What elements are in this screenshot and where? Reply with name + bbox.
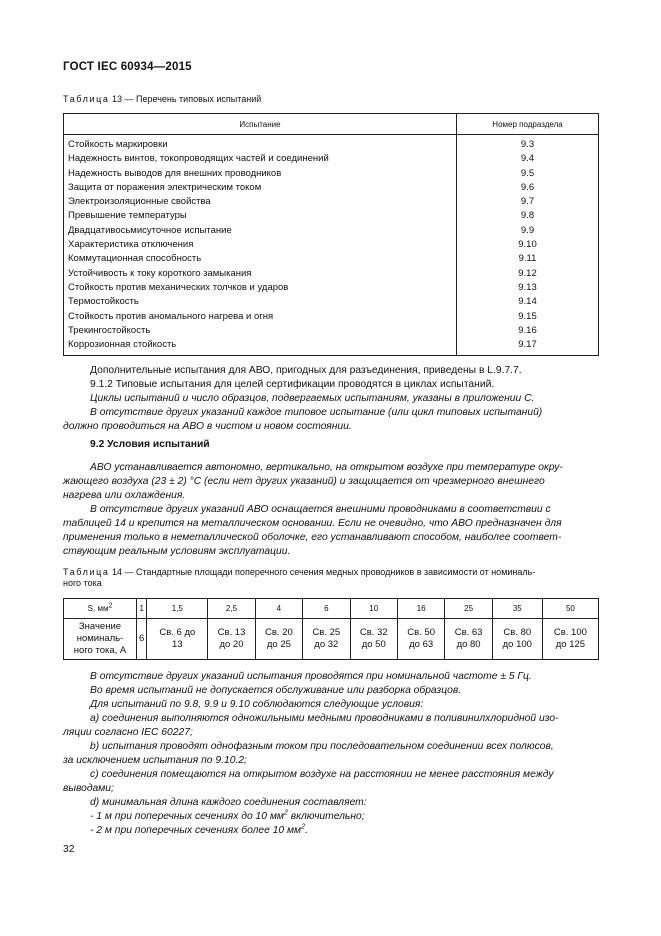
current-cell (208, 619, 255, 660)
current-cell-line1: Св. 50 (407, 627, 436, 638)
section92-p1-line3: нагрева или охлаждения. (63, 490, 186, 501)
table13 (63, 113, 599, 356)
table13-col-test: Испытание (64, 114, 457, 135)
current-cell-line1: Св. 80 (503, 627, 532, 638)
table13-test-name: Стойкость маркировки (68, 139, 168, 150)
current-cell (137, 619, 147, 660)
current-cell (397, 619, 444, 660)
additional-tests-text: Дополнительные испытания для АВО, пригодных для разъединения, приведены в L.9.7.7. (90, 365, 522, 376)
document-header: ГОСТ IEC 60934—2015 (63, 61, 192, 73)
current-label-line3: ного тока, А (73, 645, 127, 656)
current-cell-line1: Св. 32 (359, 627, 388, 638)
cycles-note: Циклы испытаний и число образцов, подвергаемых испытаниям, указаны в приложении С. (90, 393, 535, 404)
section-cell: 1,5 (147, 599, 208, 619)
table14-caption-line2: ного тока (63, 578, 102, 588)
table13-header-row (64, 114, 599, 135)
current-cell-line2: до 100 (502, 639, 532, 650)
table13-subsection-number: 9.16 (518, 324, 537, 336)
section92-p1-line2: жающего воздуха (23 ± 2) °С (если нет других указаний) и защищается от чрезмерного внешнего (63, 476, 545, 487)
table13-subsection-number: 9.10 (518, 239, 537, 251)
current-cell (542, 619, 598, 660)
table13-numbers-cell (457, 135, 599, 356)
default-condition-line2: должно проводиться на АВО в чистом и новом состоянии. (63, 421, 352, 432)
table13-test-name: Коррозионная стойкость (68, 339, 177, 351)
length-rule-1-end: включительно; (287, 811, 365, 822)
table13-caption (63, 94, 603, 105)
section92-p1-line1: АВО устанавливается автономно, вертикально, на открытом воздухе при температуре окру- (90, 462, 563, 473)
table13-subsection-number: 9.3 (520, 139, 535, 150)
table13-subsection-number: 9.11 (518, 253, 537, 265)
frequency-note: В отсутствие других указаний испытания проводятся при номинальной частоте ± 5 Гц. (90, 671, 532, 682)
length-rule-1-sup: 2 (284, 809, 288, 817)
current-label-line1: Значение (78, 621, 122, 632)
table13-test-name: Устойчивость к току короткого замыкания (68, 267, 252, 279)
length-rule-1-text: - 1 м при поперечных сечениях до 10 мм (90, 811, 284, 822)
table13-test-name: Надежность винтов, токопроводящих частей и соединений (68, 153, 329, 165)
table13-test-name: Стойкость против механических толчков и ударов (68, 281, 289, 293)
table14-sections-row (64, 599, 599, 619)
table13-test-name: Характеристика отключения (68, 239, 194, 251)
table13-tests-cell (64, 135, 457, 356)
current-cell-line1: 6 (139, 633, 145, 644)
current-cell-line2: до 50 (361, 639, 386, 650)
current-label-line2: номиналь- (76, 633, 124, 644)
table13-subsection-number: 9.15 (518, 310, 537, 322)
table13-test-name: Двадцативосьмисуточное испытание (68, 224, 232, 236)
conditions-intro: Для испытаний по 9.8, 9.9 и 9.10 соблюдаются следующие условия: (90, 699, 424, 710)
condition-d: d) минимальная длина каждого соединения составляет: (90, 797, 367, 808)
section92-p2-line3: применения только в неметаллической оболочке, его устанавливают способом, наиболее соответ- (63, 532, 562, 543)
table13-test-name: Электроизоляционные свойства (68, 196, 211, 208)
table13-test-name: Стойкость против аномального нагрева и огня (68, 310, 274, 322)
table13-subsection-number: 9.5 (520, 167, 535, 179)
table13-caption-text: 13 — Перечень типовых испытаний (109, 94, 262, 104)
section92-p2-line4: ствующим реальным условиям эксплуатации. (63, 546, 291, 557)
length-rule-2-text: - 2 м при поперечных сечениях более 10 мм (90, 825, 302, 836)
section-cell: 25 (445, 599, 492, 619)
current-cell (350, 619, 397, 660)
table13-test-name: Защита от поражения электрическим током (68, 181, 262, 193)
table14-caption-prefix: Таблица (63, 567, 110, 577)
table13-subsection-number: 9.8 (520, 210, 535, 222)
section-cell: 50 (542, 599, 598, 619)
current-cell-line1: Св. 6 до (159, 627, 196, 638)
table13-body (64, 135, 599, 356)
current-cell-line2: до 80 (456, 639, 481, 650)
current-cell-line2: 13 (172, 639, 183, 650)
current-cell-line2: до 25 (266, 639, 291, 650)
table13-subsection-number: 9.14 (518, 296, 537, 308)
section-cell: 10 (350, 599, 397, 619)
current-cell (492, 619, 542, 660)
section-label-text: S, мм (87, 604, 109, 613)
table14-caption-line1: 14 — Стандартные площади поперечного сечения медных проводников в зависимости от номиналь- (109, 567, 536, 577)
current-cell-line2: до 32 (314, 639, 339, 650)
table13-col-subsection: Номер подраздела (457, 114, 599, 135)
section-cell: 35 (492, 599, 542, 619)
table13-subsection-number: 9.13 (518, 281, 537, 293)
current-cell-line1: Св. 20 (265, 627, 293, 638)
length-rule-2-sup: 2 (301, 823, 306, 831)
section-cell: 1 (137, 599, 147, 619)
condition-c-line1: c) соединения помещаются на открытом воздухе на расстоянии не менее расстояния между (90, 769, 554, 780)
table14-current-label (64, 619, 137, 660)
current-cell-line1: Св. 100 (553, 627, 587, 638)
length-rule-2-end: . (305, 825, 308, 836)
page-number: 32 (63, 844, 75, 855)
condition-b-line1: b) испытания проводят однофазным током при последовательном соединении всех полюсов, (90, 741, 554, 752)
section-cell: 6 (303, 599, 350, 619)
table13-test-name: Трекингостойкость (68, 324, 151, 336)
table14-currents-row (64, 619, 599, 660)
section92-p2-line2: таблицей 14 и крепится на металлическом основании. Если не очевидно, что АВО предназначен для (63, 518, 562, 529)
current-cell (445, 619, 492, 660)
table14-caption (63, 567, 603, 589)
table13-subsection-number: 9.9 (520, 224, 535, 236)
condition-b-line2: за исключением испытания по 9.10.2; (63, 755, 247, 766)
length-rule-1 (90, 810, 365, 824)
table14 (63, 598, 599, 660)
section-9-2-heading: 9.2 Условия испытаний (90, 439, 210, 450)
maintenance-note: Во время испытаний не допускается обслуживание или разборка образцов. (90, 685, 462, 696)
table13-subsection-number: 9.12 (518, 267, 537, 279)
current-cell-line1: Св. 63 (454, 627, 483, 638)
section-cell: 4 (255, 599, 302, 619)
clause-9-1-2: 9.1.2 Типовые испытания для целей сертификации проводятся в циклах испытаний. (90, 379, 495, 390)
current-cell-line1: Св. 13 (217, 627, 246, 638)
current-cell-line1: Св. 25 (312, 627, 341, 638)
length-rule-2 (90, 824, 308, 838)
current-cell-line2: до 20 (219, 639, 244, 650)
condition-c-line2: выводами; (63, 783, 114, 794)
condition-a-line2: ляции согласно IEC 60227; (63, 727, 193, 738)
section-cell: 2,5 (208, 599, 255, 619)
section-label-sup: 2 (108, 602, 113, 610)
section-cell: 16 (397, 599, 444, 619)
table13-subsection-number: 9.6 (520, 181, 535, 193)
table13-test-name: Надежность выводов для внешних проводников (68, 167, 282, 179)
current-cell (303, 619, 350, 660)
default-condition-line1: В отсутствие других указаний каждое типовое испытание (или цикл типовых испытаний) (90, 407, 543, 418)
table13-test-name: Превышение температуры (68, 210, 187, 222)
table13-caption-prefix: Таблица (63, 94, 110, 104)
table13-test-name: Термостойкость (68, 296, 139, 308)
current-cell-line2: до 63 (409, 639, 434, 650)
current-cell-line2: до 125 (555, 639, 586, 650)
condition-a-line1: a) соединения выполняются одножильными медными проводниками в поливинилхлоридной изо- (90, 713, 559, 724)
section92-p2-line1: В отсутствие других указаний АВО оснащается внешними проводниками в соответствии с (90, 504, 551, 515)
table13-subsection-number: 9.4 (520, 153, 535, 165)
table13-test-name: Коммутационная способность (68, 253, 202, 265)
table13-subsection-number: 9.17 (518, 339, 537, 351)
table14-section-label (64, 599, 137, 619)
table13-subsection-number: 9.7 (520, 196, 535, 208)
current-cell (255, 619, 302, 660)
current-cell (147, 619, 208, 660)
